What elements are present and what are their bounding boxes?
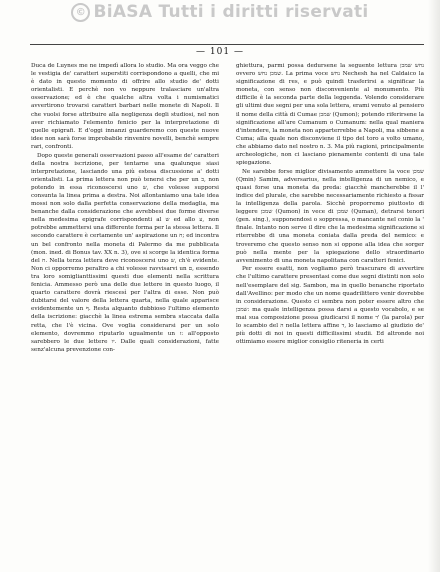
page-edge-shadow — [428, 0, 440, 572]
header-rule — [30, 44, 424, 45]
paragraph: ghiettura, parmi possa dedursene la seguente lettura נחש שמכן ovvero שמכן נחש. La prima voce נחש Nechesh ha nel Caldaico la significazione di res, e può quindi trasferirsi a significar la moneta, con senso non disconveniente al monumento. Più difficile è la seconda parte della leggenda. Volendo considerare gli ultimi due segni per una sola lettera, erami venuto al pensiero il nome della città di Cumae שמכן (Qumon); potendo riferirsene la significazione all'are Cumanum o Cumanum: nella qual maniera d'intendere, la moneta non apparterrebbe a Napoli, ma sibbene a Cuma; alla quale non disconviene il tipo del toro a volto umano, che abbiamo dato nel nostro n. 3. Ma più ragioni, principalmente archeologiche, non ci lasciano pienamente contenti di una tale spiegazione. — [236, 63, 424, 167]
paragraph: Duca de Luynes me ne impedì allora lo studio. Ma ora veggo che le vestigia de' caratteri superstiti corrispondono a quelli, che mi è dato in questo momento di offrire allo studio de' dotti orientalisti. E perchè non vo neppure tralasciare un'altra osservazione; ed è che qualche altra volta i numismatici avvertirono trovarsi caratteri barbari nelle monete di Napoli. Il che vuolsi forse attribuire alla negligenza degli studiosi, nel non aver richiamato l'elemento fenicio per la interpretazione di quelle epigrafi. E d'oggi innanzi guarderemo con queste nuove idee non sarà forse improbabile rinvenire novelli, benchè sempre rari, confronti. — [31, 63, 219, 150]
paragraph: Per essere esatti, non vogliamo però trascurare di avvertire che l'ultimo carattere presentasi come due segni distinti non solo nell'esemplare del sig. Sambon, ma in quello benanche riportato dall'Avellino: per modo che un nome quadrilittero venir dovrebbe in considerazione. Questo ci sembra non poter essere altro che שמכן: ma quale intelligenza possa darsi a questo vocabolo, e se mai sua composizione possa giudicarsi il nome ד' (la parola) per lo scambio del ה nella lettera affine ד, lo lasciamo al giudizio de' più dotti di noi in questi difficilissimi studii. Ed altronde noi ottimiamo essere miglior consiglio riteneria in certi — [236, 266, 424, 346]
paragraph: Ne sarebbe forse miglior divisamento ammettere la voce שמכן (Qmin) Samim, adversarius, nella intelligenza di un nemico, e quasi forse una moneta da preda: giacchè mancherebbe il l' indice del plurale, che sarebbe necessariamente richiesto a fissar la intelligenza della parola. Sicchè proporremo piuttosto di leggere שמכן (Qumon) in vece di שמכן (Quman), detrarsi tenori (gen. sing.), supponendosi o soppressa, o mancante nel conio la ' finale. Intanto non serve il dire che la medesima significazione si riterrebbe di una moneta coniata dalla preda del nemico: e troveremo che questo senso non si oppone alla idea che sorger può nella mente per la spiegazione dello straordinario avvenimento di una moneta napolitana con caratteri fenici. — [236, 168, 424, 264]
right-column — [236, 62, 424, 552]
watermark — [0, 2, 440, 22]
left-column — [31, 62, 219, 552]
page-number: — 101 — — [196, 47, 244, 57]
watermark-logo-icon: © — [71, 3, 90, 22]
paragraph: Dopo queste generali osservazioni passo all'esame de' caratteri della nostra iscrizione, per tentarne una qualunque siasi interpretazione, lasciando una più estesa discussione a' dotti orientalisti. La prima lettera non può tenersi che per un ב, non potendo in essa riconoscersi uno ש, che volesse supporsi consunta la linea prima a destra. Noi allontaniamo una tale idea mossi non solo dalla perfetta conservazione della medaglia, ma benanche dalla considerazione che avrebbesi due forme diverse nella medesima epigrafe corrispondenti al ש ed allo ע, non potrebbe ammettersi una differente forma per la stessa lettera. Il secondo carattere è certamente un' aspirazione un ח; ed incontra un bel confronto nella moneta di Palermo da me pubblicata (mon. ined. di Bonus tav. XX n. 3), ove si scorge la identica forma del ח. Nella terza lettera deve riconoscersi uno ש, ch'è evidente. Non ci opporremo peraltro a chi volesse ravvisarvi un ם, essendo tra loro somiglianttissimi questi due elementi nella scrittura fenicia. Ammesso però una delle due lettere in questo luogo, il quarto carattere dovrà riescesì per l'altra di esse. Non può dubitarsi del valore della lettera quarta, nella quale apparisce evidentemente un ף. Resta alquanto dubbioso l'ultimo elemento della iscrizione: giacchè la linea estrema sembra staccata dalla retta, che l'è vicina. Ove voglia considerarsi per un solo elemento, dovremmo riputarlo ugualmente un ז: all'opposto sarebbero le due lettere יו. Dalle quali considerazioni, fatte senz'alcuna prevenzione con- — [31, 152, 219, 353]
watermark-text: BiASA Tutti i diritti riservati — [93, 2, 369, 22]
